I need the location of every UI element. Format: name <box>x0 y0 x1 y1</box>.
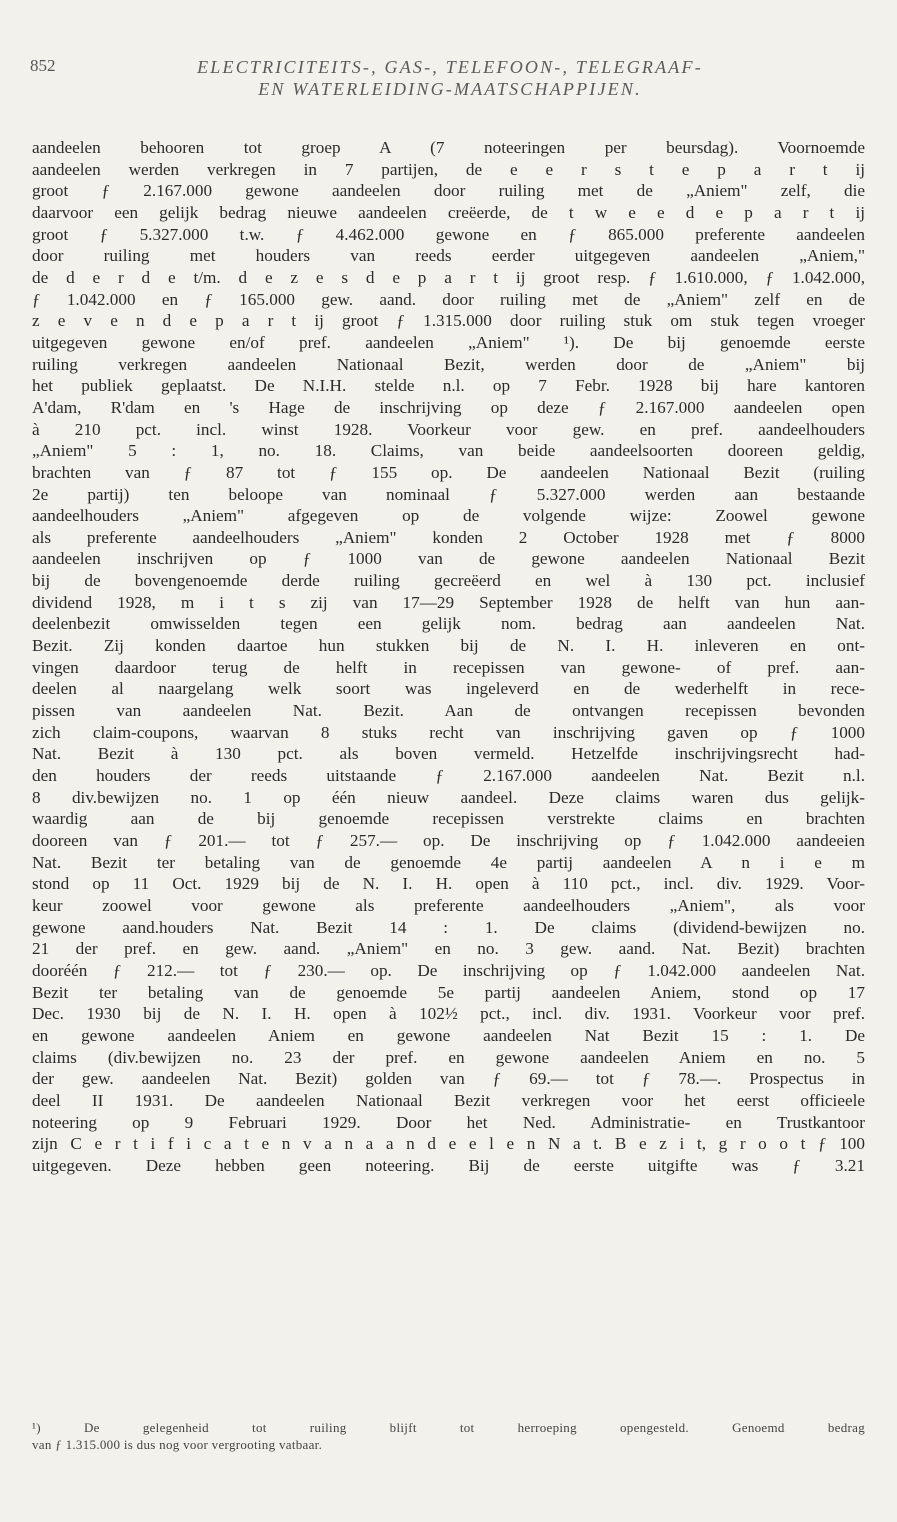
body-text <box>32 137 865 1177</box>
text-line: z e v e n d e p a r t ij groot ƒ 1.315.000 door ruiling stuk om stuk tegen vroeger <box>32 311 865 331</box>
text-line: der gew. aandeelen Nat. Bezit) golden van ƒ 69.— tot ƒ 78.—. Prospectus in <box>32 1069 865 1089</box>
text-line: aandeelen inschrijven op ƒ 1000 van de gewone aandeelen Nationaal Bezit <box>32 549 865 569</box>
text-line: groot ƒ 2.167.000 gewone aandeelen door ruiling met de „Aniem" zelf, die <box>32 181 865 201</box>
text-line: deelen al naargelang welk soort was ingeleverd en de wederhelft in rece- <box>32 679 865 699</box>
text-line: uitgegeven gewone en/of pref. aandeelen „Aniem" ¹). De bij genoemde eerste <box>32 332 865 352</box>
text-line: en gewone aandeelen Aniem en gewone aandeelen Nat Bezit 15 : 1. De <box>32 1025 865 1045</box>
text-line: deel II 1931. De aandeelen Nationaal Bezit verkregen voor het eerst officieele <box>32 1090 865 1110</box>
text-line: aandeelhouders „Aniem" afgegeven op de volgende wijze: Zoowel gewone <box>32 506 865 526</box>
footnote-line: ¹) De gelegenheid tot ruiling blijft tot herroeping opengesteld. Genoemd bedrag <box>32 1420 865 1435</box>
text-line: dividend 1928, m i t s zij van 17—29 September 1928 de helft van hun aan- <box>32 592 865 612</box>
footnote-line: van ƒ 1.315.000 is dus nog voor vergrooting vatbaar. <box>32 1437 323 1452</box>
text-line: Bezit ter betaling van de genoemde 5e partij aandeelen Aniem, stond op 17 <box>32 982 865 1002</box>
text-line: Dec. 1930 bij de N. I. H. open à 102½ pct., incl. div. 1931. Voorkeur voor pref. <box>32 1004 865 1024</box>
text-line: Bezit. Zij konden daartoe hun stukken bij de N. I. H. inleveren en ont- <box>32 636 865 656</box>
text-line: uitgegeven. Deze hebben geen noteering. Bij de eerste uitgifte was ƒ 3.21 <box>32 1155 865 1175</box>
text-line: noteering op 9 Februari 1929. Door het Ned. Administratie- en Trustkantoor <box>32 1112 865 1132</box>
text-line: waardig aan de bij genoemde recepissen verstrekte claims en brachten <box>32 809 865 829</box>
text-line: door ruiling met houders van reeds eerder uitgegeven aandeelen „Aniem," <box>32 246 865 266</box>
text-line: aandeelen werden verkregen in 7 partijen, de e e r s t e p a r t ij <box>32 159 865 179</box>
text-line: ƒ 1.042.000 en ƒ 165.000 gew. aand. door ruiling met de „Aniem" zelf en de <box>32 289 865 309</box>
text-line: brachten van ƒ 87 tot ƒ 155 op. De aandeelen Nationaal Bezit (ruiling <box>32 462 865 482</box>
text-line: Nat. Bezit à 130 pct. als boven vermeld. Hetzelfde inschrijvingsrecht had- <box>32 744 865 764</box>
text-line: gewone aand.houders Nat. Bezit 14 : 1. De claims (dividend-bewijzen no. <box>32 917 865 937</box>
text-line: 8 div.bewijzen no. 1 op één nieuw aandeel. Deze claims waren dus gelijk- <box>32 787 865 807</box>
text-line: aandeelen behooren tot groep A (7 noteeringen per beursdag). Voornoemde <box>32 138 865 157</box>
text-line: groot ƒ 5.327.000 t.w. ƒ 4.462.000 gewone en ƒ 865.000 preferente aandeelen <box>32 224 865 244</box>
text-line: bij de bovengenoemde derde ruiling gecreëerd en wel à 130 pct. inclusief <box>32 571 865 591</box>
text-line: stond op 11 Oct. 1929 bij de N. I. H. open à 110 pct., incl. div. 1929. Voor- <box>32 874 865 894</box>
text-line: pissen van aandeelen Nat. Bezit. Aan de ontvangen recepissen bevonden <box>32 701 865 721</box>
text-line: deelenbezit omwisselden tegen een gelijk nom. bedrag aan aandeelen Nat. <box>32 614 865 634</box>
text-line: zijn C e r t i f i c a t e n v a n a a n d e e l e n N a t. B e z i t, g r o o t ƒ 100 <box>32 1134 865 1154</box>
text-line: dooreen van ƒ 201.— tot ƒ 257.— op. De inschrijving op ƒ 1.042.000 aandeeien <box>32 831 865 850</box>
footnotes <box>32 1419 865 1453</box>
text-line: daarvoor een gelijk bedrag nieuwe aandeelen creëerde, de t w e e d e p a r t ij <box>32 202 865 222</box>
running-title-line-2: EN WATERLEIDING-MAATSCHAPPIJEN. <box>258 79 642 99</box>
text-line: dooréén ƒ 212.— tot ƒ 230.— op. De inschrijving op ƒ 1.042.000 aandeelen Nat. <box>32 960 865 980</box>
text-line: Nat. Bezit ter betaling van de genoemde 4e partij aandeelen A n i e m <box>32 852 865 872</box>
page-number: 852 <box>30 56 56 75</box>
text-line: vingen daardoor terug de helft in recepissen van gewone- of pref. aan- <box>32 657 865 677</box>
text-line: à 210 pct. incl. winst 1928. Voorkeur voor gew. en pref. aandeelhouders <box>32 419 865 439</box>
text-line: als preferente aandeelhouders „Aniem" konden 2 October 1928 met ƒ 8000 <box>32 527 865 547</box>
text-line: ruiling verkregen aandeelen Nationaal Bezit, werden door de „Aniem" bij <box>32 354 865 374</box>
text-line: 21 der pref. en gew. aand. „Aniem" en no. 3 gew. aand. Nat. Bezit) brachten <box>32 939 865 959</box>
text-line: zich claim-coupons, waarvan 8 stuks recht van inschrijving gaven op ƒ 1000 <box>32 722 865 742</box>
text-line: den houders der reeds uitstaande ƒ 2.167.000 aandeelen Nat. Bezit n.l. <box>32 766 865 786</box>
text-line: het publiek geplaatst. De N.I.H. stelde n.l. op 7 Febr. 1928 bij hare kantoren <box>32 376 865 396</box>
text-line: „Aniem" 5 : 1, no. 18. Claims, van beide aandeelsoorten dooreen geldig, <box>32 441 865 461</box>
running-title-line-1: ELECTRICITEITS-, GAS-, TELEFOON-, TELEGRAAF- <box>197 57 703 77</box>
text-line: de d e r d e t/m. d e z e s d e p a r t ij groot resp. ƒ 1.610.000, ƒ 1.042.000, <box>32 267 865 287</box>
text-line: 2e partij) ten beloope van nominaal ƒ 5.327.000 werden aan bestaande <box>32 484 865 504</box>
text-line: keur zoowel voor gewone als preferente aandeelhouders „Aniem", als voor <box>32 895 865 915</box>
text-line: claims (div.bewijzen no. 23 der pref. en gewone aandeelen Aniem en no. 5 <box>32 1047 865 1067</box>
text-line: A'dam, R'dam en 's Hage de inschrijving op deze ƒ 2.167.000 aandeelen open <box>32 397 865 417</box>
